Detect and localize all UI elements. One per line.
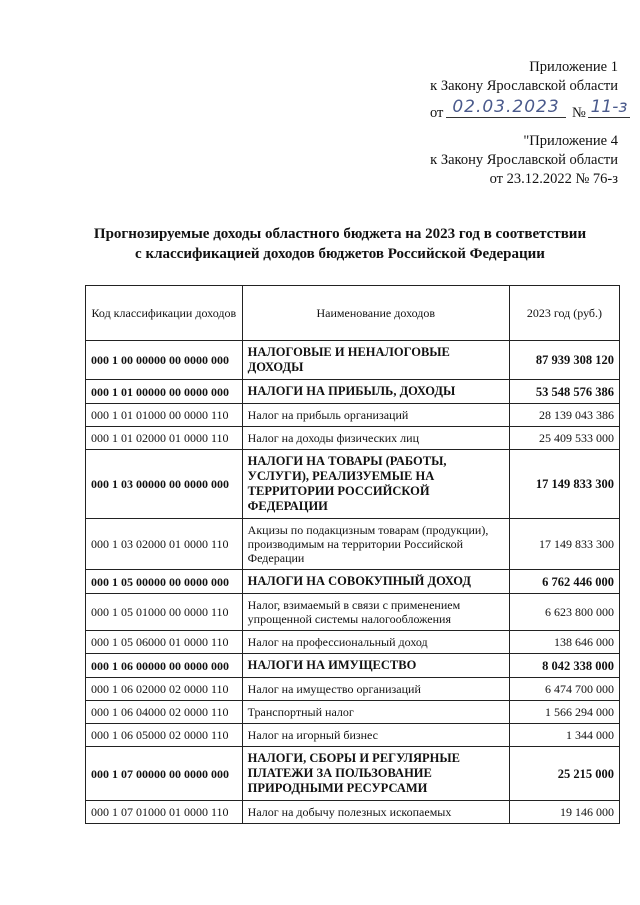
header-name: Наименование доходов: [242, 286, 509, 341]
row-code: 000 1 06 02000 02 0000 110: [86, 678, 243, 701]
row-sum: 6 762 446 000: [509, 570, 619, 594]
title-line-2: с классификацией доходов бюджетов Российской Федерации: [135, 246, 545, 262]
row-name: Налог на профессиональный доход: [242, 631, 509, 654]
row-code: 000 1 07 00000 00 0000 000: [86, 747, 243, 801]
date-prefix: от: [430, 105, 444, 121]
row-sum: 17 149 833 300: [509, 450, 619, 519]
row-name: Налог на добычу полезных ископаемых: [242, 801, 509, 824]
title-line-1: Прогнозируемые доходы областного бюджета на 2023 год в соответствии: [93, 226, 587, 242]
table-row: [86, 427, 620, 450]
appendix1-law: к Закону Ярославской области: [430, 78, 618, 94]
row-name: НАЛОГИ НА СОВОКУПНЫЙ ДОХОД: [242, 570, 509, 594]
signed-date: 02.03.2023: [446, 98, 566, 118]
table-row: [86, 341, 620, 380]
table-row: [86, 747, 620, 801]
row-code: 000 1 05 01000 00 0000 110: [86, 594, 243, 631]
row-name: Налог на прибыль организаций: [242, 404, 509, 427]
table-row: [86, 631, 620, 654]
row-code: 000 1 06 00000 00 0000 000: [86, 654, 243, 678]
table-row: [86, 404, 620, 427]
row-name: НАЛОГОВЫЕ И НЕНАЛОГОВЫЕ ДОХОДЫ: [242, 341, 509, 380]
row-code: 000 1 03 00000 00 0000 000: [86, 450, 243, 519]
row-name: Транспортный налог: [242, 701, 509, 724]
row-code: 000 1 06 05000 02 0000 110: [86, 724, 243, 747]
row-sum: 53 548 576 386: [509, 380, 619, 404]
appendix-header: [318, 58, 628, 189]
table-row: [86, 594, 620, 631]
table-row: [86, 678, 620, 701]
table-row: [86, 570, 620, 594]
row-name: Акцизы по подакцизным товарам (продукции), производимым на территории Российской Федерации: [242, 519, 509, 570]
row-name: Налог на игорный бизнес: [242, 724, 509, 747]
row-sum: 28 139 043 386: [509, 404, 619, 427]
row-code: 000 1 01 02000 01 0000 110: [86, 427, 243, 450]
appendix4-law: к Закону Ярославской области: [430, 152, 618, 168]
appendix4-block: [318, 132, 618, 189]
row-sum: 19 146 000: [509, 801, 619, 824]
row-sum: 6 474 700 000: [509, 678, 619, 701]
row-code: 000 1 01 01000 00 0000 110: [86, 404, 243, 427]
appendix1-title: Приложение 1: [529, 59, 618, 75]
row-name: НАЛОГИ НА ПРИБЫЛЬ, ДОХОДЫ: [242, 380, 509, 404]
row-name: Налог на имущество организаций: [242, 678, 509, 701]
table-row: [86, 801, 620, 824]
row-sum: 8 042 338 000: [509, 654, 619, 678]
table-row: [86, 450, 620, 519]
header-code: Код классификации доходов: [86, 286, 243, 341]
row-code: 000 1 00 00000 00 0000 000: [86, 341, 243, 380]
row-sum: 25 409 533 000: [509, 427, 619, 450]
row-name: Налог на доходы физических лиц: [242, 427, 509, 450]
appendix4-title: "Приложение 4: [523, 133, 618, 149]
row-name: НАЛОГИ НА ТОВАРЫ (РАБОТЫ, УСЛУГИ), РЕАЛИЗУЕМЫЕ НА ТЕРРИТОРИИ РОССИЙСКОЙ ФЕДЕРАЦИИ: [242, 450, 509, 519]
table-header-row: [86, 286, 620, 341]
row-sum: 1 344 000: [509, 724, 619, 747]
document-title: [60, 224, 620, 264]
table-row: [86, 654, 620, 678]
row-sum: 6 623 800 000: [509, 594, 619, 631]
table-row: [86, 724, 620, 747]
row-code: 000 1 07 01000 01 0000 110: [86, 801, 243, 824]
signed-number: 11-з: [588, 98, 630, 118]
number-sign: №: [572, 105, 586, 121]
row-code: 000 1 01 00000 00 0000 000: [86, 380, 243, 404]
signature-line: [318, 97, 628, 126]
row-sum: 138 646 000: [509, 631, 619, 654]
table-body: [86, 341, 620, 824]
row-sum: 25 215 000: [509, 747, 619, 801]
row-sum: 17 149 833 300: [509, 519, 619, 570]
row-name: НАЛОГИ, СБОРЫ И РЕГУЛЯРНЫЕ ПЛАТЕЖИ ЗА ПОЛЬЗОВАНИЕ ПРИРОДНЫМИ РЕСУРСАМИ: [242, 747, 509, 801]
income-table: [85, 285, 620, 824]
row-name: Налог, взимаемый в связи с применением упрощенной системы налогообложения: [242, 594, 509, 631]
table-row: [86, 701, 620, 724]
row-sum: 87 939 308 120: [509, 341, 619, 380]
row-sum: 1 566 294 000: [509, 701, 619, 724]
table-row: [86, 380, 620, 404]
row-code: 000 1 06 04000 02 0000 110: [86, 701, 243, 724]
table-row: [86, 519, 620, 570]
header-sum: 2023 год (руб.): [509, 286, 619, 341]
row-code: 000 1 03 02000 01 0000 110: [86, 519, 243, 570]
row-code: 000 1 05 06000 01 0000 110: [86, 631, 243, 654]
row-name: НАЛОГИ НА ИМУЩЕСТВО: [242, 654, 509, 678]
row-code: 000 1 05 00000 00 0000 000: [86, 570, 243, 594]
appendix4-ref: от 23.12.2022 № 76-з: [489, 171, 618, 187]
